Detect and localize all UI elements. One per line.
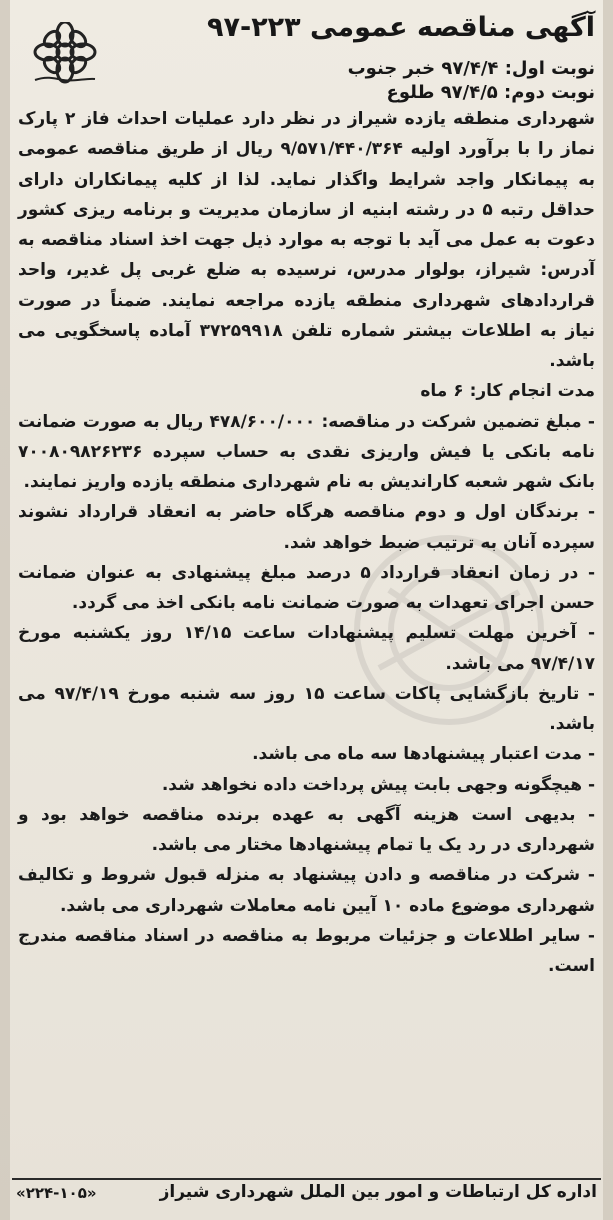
notice-item: - تاریخ بازگشایی پاکات ساعت ۱۵ روز سه شنبه مورخ ۹۷/۴/۱۹ می باشد.	[18, 683, 595, 734]
right-edge	[603, 0, 613, 1220]
notice-title: آگهی مناقصه عمومی ۲۲۳-۹۷	[207, 12, 595, 43]
notice-header	[18, 12, 599, 103]
notice-item: - در زمان انعقاد قرارداد ۵ درصد مبلغ پیشنهادی به عنوان ضمانت حسن اجرای تعهدات به صورت ضمانت نامه بانکی اخذ می گردد.	[18, 562, 595, 613]
notice-code: «۲۲۴-۱۰۵»	[16, 1184, 97, 1202]
notice-item: - هیچگونه وجهی بابت پیش پرداخت داده نخواهد شد.	[161, 774, 595, 795]
notice-item: - مدت اعتبار پیشنهادها سه ماه می باشد.	[252, 744, 595, 765]
notice-item: - سایر اطلاعات و جزئیات مربوط به مناقصه در اسناد مناقصه مندرج است.	[18, 925, 595, 976]
notice-body	[18, 104, 595, 1170]
notice-item: - آخرین مهلت تسلیم پیشنهادات ساعت ۱۴/۱۵ روز یکشنبه مورخ ۹۷/۴/۱۷ می باشد.	[18, 623, 595, 674]
issuer-name: اداره کل ارتباطات و امور بین الملل شهرداری شیراز	[159, 1182, 597, 1202]
left-edge	[0, 0, 10, 1220]
work-duration: مدت انجام کار: ۶ ماه	[420, 381, 595, 402]
footer-divider	[12, 1178, 601, 1180]
first-publication: نوبت اول: ۹۷/۴/۴ خبر جنوب	[347, 58, 595, 79]
notice-item: - شرکت در مناقصه و دادن پیشنهاد به منزله قبول شروط و تکالیف شهرداری موضوع ماده ۱۰ آیین نامه معاملات شهرداری می باشد.	[18, 865, 595, 916]
flower-logo-icon	[28, 22, 102, 84]
main-paragraph: شهرداری منطقه یازده شیراز در نظر دارد عملیات احداث فاز ۲ پارک نماز را با برآورد اولیه ۹/۵۷۱/۴۴۰/۳۶۴ ریال از طریق مناقصه عمومی به پیمانکار واجد شرایط واگذار نماید. لذا از کلیه پیمانکاران دارای حداقل رتبه ۵ در رشته ابنیه از سازمان مدیریت و برنامه ریزی کشور دعوت به عمل می آید با توجه به موارد ذیل جهت اخذ اسناد مناقصه به آدرس: شیراز، بولوار مدرس، نرسیده به ضلع غربی پل غدیر، واحد قراردادهای شهرداری منطقه یازده مراجعه نمایند. ضمناً در صورت نیاز به اطلاعات بیشتر شماره تلفن ۳۷۲۵۹۹۱۸ آماده پاسخگویی می باشد.	[18, 109, 595, 371]
notice-item: - مبلغ تضمین شرکت در مناقصه: ۴۷۸/۶۰۰/۰۰۰ ریال به صورت ضمانت نامه بانکی یا فیش واریزی نقدی به حساب سپرده ۷۰۰۸۰۹۸۲۶۲۳۶ بانک شهر شعبه کارانديش به نام شهرداری منطقه یازده واریز نمایند.	[18, 411, 595, 492]
notice-item: - بدیهی است هزینه آگهی به عهده برنده مناقصه خواهد بود و شهرداری در رد یک یا تمام پیشنهادها مختار می باشد.	[18, 804, 595, 855]
second-publication: نوبت دوم: ۹۷/۴/۵ طلوع	[386, 82, 595, 103]
notice-item: - برندگان اول و دوم مناقصه هرگاه حاضر به انعقاد قرارداد نشوند سپرده آنان به ترتیب ضبط خواهد شد.	[18, 502, 595, 553]
notice-footer	[16, 1182, 597, 1210]
